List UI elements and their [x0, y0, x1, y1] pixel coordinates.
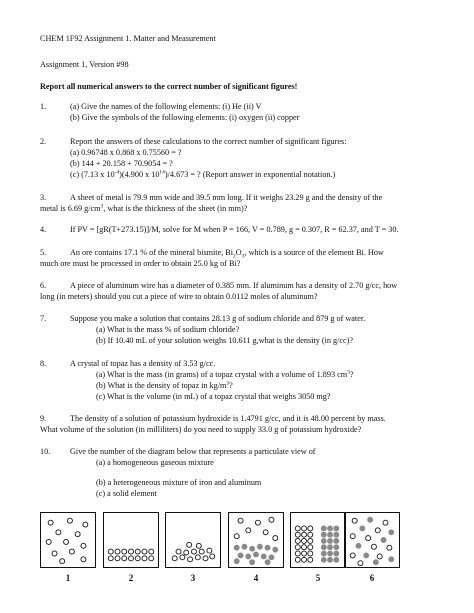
atom-particle: [128, 549, 133, 554]
atom-particle: [122, 556, 127, 561]
open-particle: [187, 542, 192, 547]
q3-line1: A sheet of metal is 79.9 mm wide and 39.5 mm long. If it weighs 23.29 g and the density of the: [70, 193, 383, 202]
open-particle: [46, 539, 51, 544]
q7-number: 7.: [40, 314, 47, 323]
q6-line1: A piece of aluminum wire has a diameter of 0.385 mm. If aluminum has a density of 2.70 g/cc, how: [70, 281, 398, 290]
filled-particle: [234, 559, 239, 564]
atom-particle: [108, 556, 113, 561]
q8-part-b: (b) What is the density of topaz in $kg/m^3$?: [96, 380, 233, 390]
iron-particle: [321, 532, 326, 537]
open-particle: [366, 536, 371, 541]
atom-particle: [115, 549, 120, 554]
open-particle: [273, 536, 278, 541]
q6-line2: long (in meters) should you cut a piece of wire to obtain 0.0112 moles of aluminum?: [40, 292, 318, 301]
open-particle: [81, 543, 86, 548]
atom-particle: [149, 556, 154, 561]
open-particle: [64, 539, 69, 544]
iron-particle: [328, 538, 333, 543]
atom-particle: [128, 556, 133, 561]
q10-part-b: (b) a heterogeneous mixture of iron and aluminum: [96, 478, 262, 487]
open-particle: [69, 549, 74, 554]
open-particle: [375, 528, 380, 533]
open-particle: [56, 530, 61, 535]
open-particle: [358, 561, 363, 566]
open-particle: [203, 556, 208, 561]
q2-part-c: (c) (7.13 x $10^{-4})(4.900$ x $10^{14})/4.673$ = ? (Report answer in exponential notation.): [70, 169, 336, 179]
diagram-label-3: 3: [190, 573, 196, 583]
aluminum-particle: [302, 532, 307, 537]
q7-text: Suppose you make a solution that contains 28.13 g of sodium chloride and 879 g of water.: [70, 314, 366, 323]
q2-part-b: (b) 144 + 20.158 + 70.9054 = ?: [70, 159, 173, 168]
open-particle: [350, 534, 355, 539]
open-particle: [176, 549, 181, 554]
atom-particle: [135, 556, 140, 561]
open-particle: [255, 520, 260, 525]
filled-particle: [257, 544, 262, 549]
diagram-2-particles: [104, 513, 158, 567]
q10-part-a: (a) a homogeneous gaseous mixture: [96, 458, 214, 467]
q1-part-b: (b) Give the symbols of the following elements: (i) oxygen (ii) copper: [70, 113, 300, 122]
open-particle: [67, 518, 72, 523]
q10-part-c: (c) a solid element: [96, 489, 157, 498]
q5-line2: much ore must be processed in order to obtain 25.0 kg of Bi?: [40, 259, 241, 268]
open-particle: [81, 557, 86, 562]
filled-particle: [373, 560, 378, 565]
filled-particle: [364, 553, 369, 558]
iron-particle: [328, 545, 333, 550]
q1-number: 1.: [40, 102, 47, 111]
q10-number: 10.: [40, 447, 51, 456]
filled-particle: [368, 517, 373, 522]
q8-part-a: (a) What is the mass (in grams) of a topaz crystal with a volume of 1.893 $cm^3$?: [96, 369, 354, 379]
aluminum-particle: [295, 526, 300, 531]
atom-particle: [122, 549, 127, 554]
diagram-label-6: 6: [369, 573, 375, 583]
filled-particle: [246, 554, 251, 559]
diagram-label-4: 4: [253, 573, 259, 583]
atom-particle: [115, 556, 120, 561]
q8-part-c: (c) What is the volume (in mL) of a topaz crystal that weighs 3050 mg?: [96, 392, 331, 401]
version-line: Assignment 1, Version #98: [40, 60, 129, 69]
q4-number: 4.: [40, 225, 47, 234]
filled-particle: [360, 526, 365, 531]
q3-line2: metal is 6.69 $g/cm^3$, what is the thickness of the sheet (in mm)?: [40, 203, 248, 213]
iron-particle: [334, 551, 339, 556]
filled-particle: [269, 555, 274, 560]
open-particle: [191, 549, 196, 554]
q8-number: 8.: [40, 359, 47, 368]
q4-text: If PV = [gR(T+273.15)]/M, solve for M when P = 166, V = 0.789, g = 0.307, R = 62.37, and T = 30.: [70, 225, 399, 234]
iron-particle: [321, 551, 326, 556]
q2-part-a: (a) 0.96748 x 0.868 x 0.75560 = ?: [70, 148, 182, 157]
aluminum-particle: [295, 557, 300, 562]
atom-particle: [142, 556, 147, 561]
open-particle: [263, 530, 268, 535]
filled-particle: [389, 530, 394, 535]
diagram-2: [103, 512, 159, 568]
aluminum-particle: [295, 551, 300, 556]
open-particle: [172, 556, 177, 561]
diagram-5-particles: [291, 513, 345, 567]
diagram-1-particles: [41, 513, 95, 567]
diagram-label-1: 1: [65, 573, 71, 583]
open-particle: [387, 545, 392, 550]
q2-text: Report the answers of these calculations to the correct number of significant figures:: [70, 137, 347, 146]
sig-fig-instruction: Report all numerical answers to the correct number of significant figures!: [40, 82, 298, 91]
iron-particle: [321, 538, 326, 543]
filled-particle: [356, 543, 361, 548]
open-particle: [199, 549, 204, 554]
q9-line1: The density of a solution of potassium hydroxide is 1.4791 g/cc, and it is 48.00 percent by mass.: [70, 414, 386, 423]
q9-line2: What volume of the solution (in milliliters) do you need to supply 33.0 g of potassium hydroxide?: [40, 425, 362, 434]
open-particle: [383, 520, 388, 525]
filled-particle: [261, 554, 266, 559]
q8-text: A crystal of topaz has a density of 3.53 g/cc.: [70, 359, 216, 368]
diagram-4: [228, 512, 284, 568]
atom-particle: [108, 549, 113, 554]
open-particle: [246, 528, 251, 533]
open-particle: [210, 554, 215, 559]
aluminum-particle: [308, 538, 313, 543]
q10-text: Give the number of the diagram below that represents a particulate view of: [70, 447, 316, 456]
q1-part-a: (a) Give the names of the following elements: (i) He (ii) V: [70, 102, 262, 111]
filled-particle: [238, 553, 243, 558]
open-particle: [52, 551, 57, 556]
open-particle: [238, 518, 243, 523]
q7-part-a: (a) What is the mass % of sodium chloride?: [96, 325, 240, 334]
iron-particle: [328, 532, 333, 537]
atom-particle: [142, 549, 147, 554]
diagram-3-particles: [166, 513, 220, 567]
diagram-6: [344, 512, 400, 568]
filled-particle: [389, 557, 394, 562]
aluminum-particle: [308, 545, 313, 550]
filled-particle: [242, 544, 247, 549]
filled-particle: [273, 547, 278, 552]
atom-particle: [149, 549, 154, 554]
open-particle: [184, 550, 189, 555]
filled-particle: [253, 552, 258, 557]
aluminum-particle: [302, 557, 307, 562]
aluminum-particle: [302, 526, 307, 531]
open-particle: [234, 534, 239, 539]
open-particle: [48, 520, 53, 525]
q5-line1: An ore contains 17.1 % of the mineral bismite, $Bi_2O_3$, which is a source of the element Bi. How: [70, 248, 384, 260]
diagram-4-particles: [229, 513, 283, 567]
q3-number: 3.: [40, 193, 47, 202]
diagram-3: [165, 512, 221, 568]
aluminum-particle: [308, 557, 313, 562]
diagram-label-5: 5: [315, 573, 321, 583]
open-particle: [195, 555, 200, 560]
q5-number: 5.: [40, 248, 47, 257]
q2-number: 2.: [40, 137, 47, 146]
open-particle: [75, 532, 80, 537]
filled-particle: [381, 537, 386, 542]
iron-particle: [321, 526, 326, 531]
iron-particle: [334, 532, 339, 537]
iron-particle: [321, 557, 326, 562]
atom-particle: [135, 549, 140, 554]
aluminum-particle: [302, 545, 307, 550]
iron-particle: [334, 557, 339, 562]
iron-particle: [334, 545, 339, 550]
iron-particle: [328, 557, 333, 562]
aluminum-particle: [295, 532, 300, 537]
aluminum-particle: [295, 538, 300, 543]
open-particle: [371, 544, 376, 549]
aluminum-particle: [308, 532, 313, 537]
open-particle: [60, 559, 65, 564]
open-particle: [207, 548, 212, 553]
iron-particle: [328, 551, 333, 556]
open-particle: [350, 553, 355, 558]
iron-particle: [328, 526, 333, 531]
aluminum-particle: [308, 551, 313, 556]
aluminum-particle: [308, 526, 313, 531]
diagram-1: [40, 512, 96, 568]
open-particle: [188, 557, 193, 562]
open-particle: [196, 543, 201, 548]
aluminum-particle: [295, 545, 300, 550]
q9-number: 9.: [40, 414, 47, 423]
filled-particle: [250, 546, 255, 551]
open-particle: [83, 522, 88, 527]
q7-part-b: (b) If 10.40 mL of your solution weighs 10.611 g,what is the density (in g/cc)?: [96, 336, 354, 345]
aluminum-particle: [302, 551, 307, 556]
filled-particle: [265, 560, 270, 565]
open-particle: [180, 555, 185, 560]
open-particle: [269, 517, 274, 522]
diagram-label-2: 2: [128, 573, 134, 583]
diagram-6-particles: [345, 513, 399, 567]
filled-particle: [234, 545, 239, 550]
diagram-5: [290, 512, 346, 568]
iron-particle: [334, 538, 339, 543]
filled-particle: [250, 560, 255, 565]
open-particle: [377, 554, 382, 559]
iron-particle: [321, 545, 326, 550]
open-particle: [352, 518, 357, 523]
q6-number: 6.: [40, 281, 47, 290]
filled-particle: [265, 545, 270, 550]
page-title: CHEM 1F92 Assignment 1. Matter and Measurement: [40, 34, 216, 43]
aluminum-particle: [302, 538, 307, 543]
iron-particle: [334, 526, 339, 531]
